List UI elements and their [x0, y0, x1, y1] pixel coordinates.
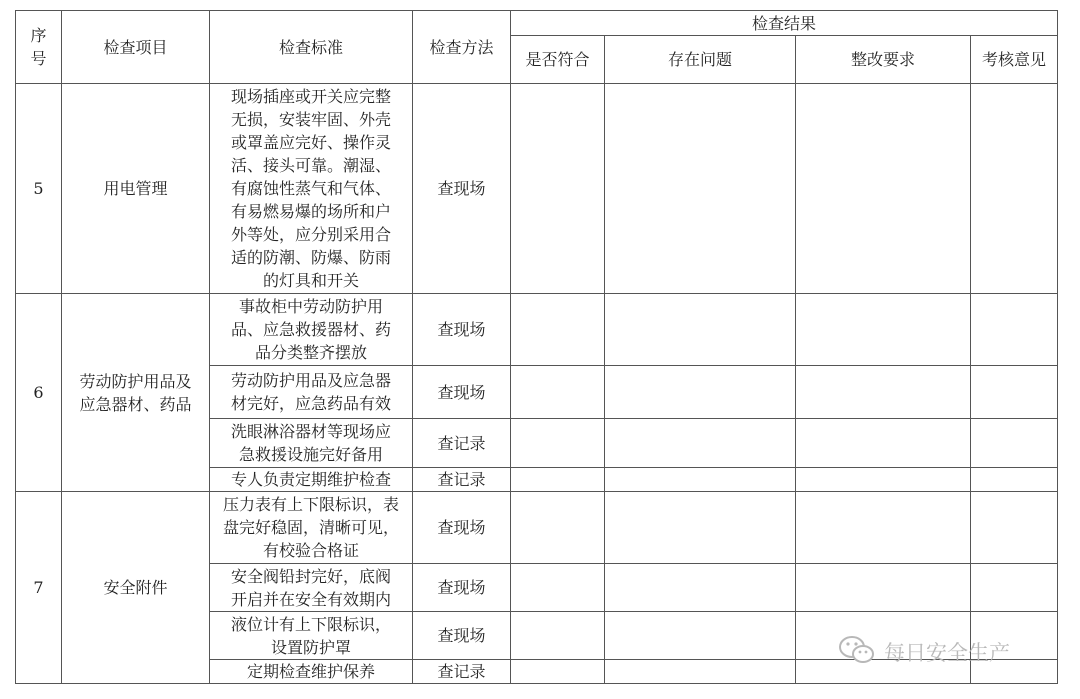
rectify-cell[interactable]: [796, 419, 971, 468]
header-item: 检查项目: [62, 11, 210, 84]
watermark: [838, 634, 1053, 670]
row-method: 查记录: [413, 660, 511, 684]
standard-line: 盘完好稳固，清晰可见，: [222, 518, 399, 537]
inspection-table: [15, 10, 1058, 684]
row-seq: 6: [16, 294, 62, 492]
rectify-cell[interactable]: [796, 294, 971, 366]
conform-cell[interactable]: [511, 660, 605, 684]
rectify-cell[interactable]: [796, 468, 971, 492]
problem-cell[interactable]: [605, 366, 796, 419]
standard-line: 洗眼淋浴器材等现场应: [230, 422, 391, 441]
row-standard: [210, 419, 413, 468]
standard-line: 品、应急救援器材、药: [230, 320, 391, 339]
standard-line: 有腐蚀性蒸气和气体、: [230, 179, 391, 198]
standard-line: 材完好，应急药品有效: [230, 394, 391, 413]
table-row: [16, 84, 1058, 294]
row-method: 查现场: [413, 366, 511, 419]
header-seq: 序 号: [16, 11, 62, 84]
row-method: 查现场: [413, 294, 511, 366]
rectify-cell[interactable]: [796, 492, 971, 564]
conform-cell[interactable]: [511, 294, 605, 366]
assess-cell[interactable]: [971, 492, 1058, 564]
header-problem: 存在问题: [605, 36, 796, 84]
standard-line: 定期检查维护保养: [246, 662, 375, 681]
problem-cell[interactable]: [605, 612, 796, 660]
header-result-group: 检查结果: [511, 11, 1058, 36]
row-standard: [210, 612, 413, 660]
standard-line: 有校验合格证: [262, 541, 359, 560]
standard-line: 活、接头可靠。潮湿、: [230, 156, 391, 175]
standard-line: 安全阀铅封完好，底阀: [230, 566, 391, 586]
header-assess: 考核意见: [971, 36, 1058, 84]
assess-cell[interactable]: [971, 419, 1058, 468]
standard-line: 有易燃易爆的场所和户: [230, 202, 391, 221]
row-standard: [210, 468, 413, 492]
wechat-icon: [838, 634, 876, 671]
assess-cell[interactable]: [971, 564, 1058, 612]
header-method: 检查方法: [413, 11, 511, 84]
standard-line: 开启并在安全有效期内: [230, 589, 391, 609]
problem-cell[interactable]: [605, 84, 796, 294]
problem-cell[interactable]: [605, 419, 796, 468]
standard-line: 外等处，应分别采用合: [230, 225, 391, 244]
row-item: 劳动防护用品及 应急器材、药品: [62, 294, 210, 492]
row-method: 查记录: [413, 419, 511, 468]
assess-cell[interactable]: [971, 468, 1058, 492]
standard-line: 品分类整齐摆放: [254, 343, 367, 362]
conform-cell[interactable]: [511, 84, 605, 294]
row-standard: [210, 564, 413, 612]
rectify-cell[interactable]: [796, 366, 971, 419]
assess-cell[interactable]: [971, 294, 1058, 366]
standard-line: 的灯具和开关: [262, 271, 359, 290]
conform-cell[interactable]: [511, 492, 605, 564]
standard-line: 或罩盖应完好、操作灵: [230, 133, 391, 152]
row-standard: [210, 84, 413, 294]
conform-cell[interactable]: [511, 366, 605, 419]
row-method: 查现场: [413, 564, 511, 612]
row-standard: [210, 366, 413, 419]
standard-line: 压力表有上下限标识，表: [222, 495, 399, 514]
row-seq: 7: [16, 492, 62, 684]
row-method: 查记录: [413, 468, 511, 492]
conform-cell[interactable]: [511, 612, 605, 660]
rectify-cell[interactable]: [796, 564, 971, 612]
standard-line: 专人负责定期维护检查: [230, 470, 391, 489]
problem-cell[interactable]: [605, 468, 796, 492]
table-row: [16, 492, 1058, 564]
header-standard: 检查标准: [210, 11, 413, 84]
row-method: 查现场: [413, 612, 511, 660]
row-standard: [210, 660, 413, 684]
standard-line: 现场插座或开关应完整: [230, 87, 391, 106]
row-method: 查现场: [413, 492, 511, 564]
conform-cell[interactable]: [511, 564, 605, 612]
problem-cell[interactable]: [605, 564, 796, 612]
assess-cell[interactable]: [971, 366, 1058, 419]
row-seq: 5: [16, 84, 62, 294]
standard-line: 事故柜中劳动防护用: [238, 297, 383, 316]
problem-cell[interactable]: [605, 294, 796, 366]
row-method: 查现场: [413, 84, 511, 294]
conform-cell[interactable]: [511, 468, 605, 492]
watermark-text: 每日安全生产: [884, 641, 1010, 665]
row-item: 安全附件: [62, 492, 210, 684]
row-standard: [210, 294, 413, 366]
standard-line: 液位计有上下限标识，: [230, 614, 391, 634]
standard-line: 设置防护罩: [270, 637, 351, 657]
problem-cell[interactable]: [605, 660, 796, 684]
table-row: [16, 294, 1058, 366]
rectify-cell[interactable]: [796, 84, 971, 294]
header-conform: 是否符合: [511, 36, 605, 84]
row-standard: [210, 492, 413, 564]
header-rectify: 整改要求: [796, 36, 971, 84]
assess-cell[interactable]: [971, 84, 1058, 294]
standard-line: 适的防潮、防爆、防雨: [230, 248, 391, 267]
conform-cell[interactable]: [511, 419, 605, 468]
standard-line: 急救援设施完好备用: [238, 445, 383, 464]
row-item: 用电管理: [62, 84, 210, 294]
standard-line: 劳动防护用品及应急器: [230, 371, 391, 390]
problem-cell[interactable]: [605, 492, 796, 564]
standard-line: 无损，安装牢固、外壳: [230, 110, 391, 129]
